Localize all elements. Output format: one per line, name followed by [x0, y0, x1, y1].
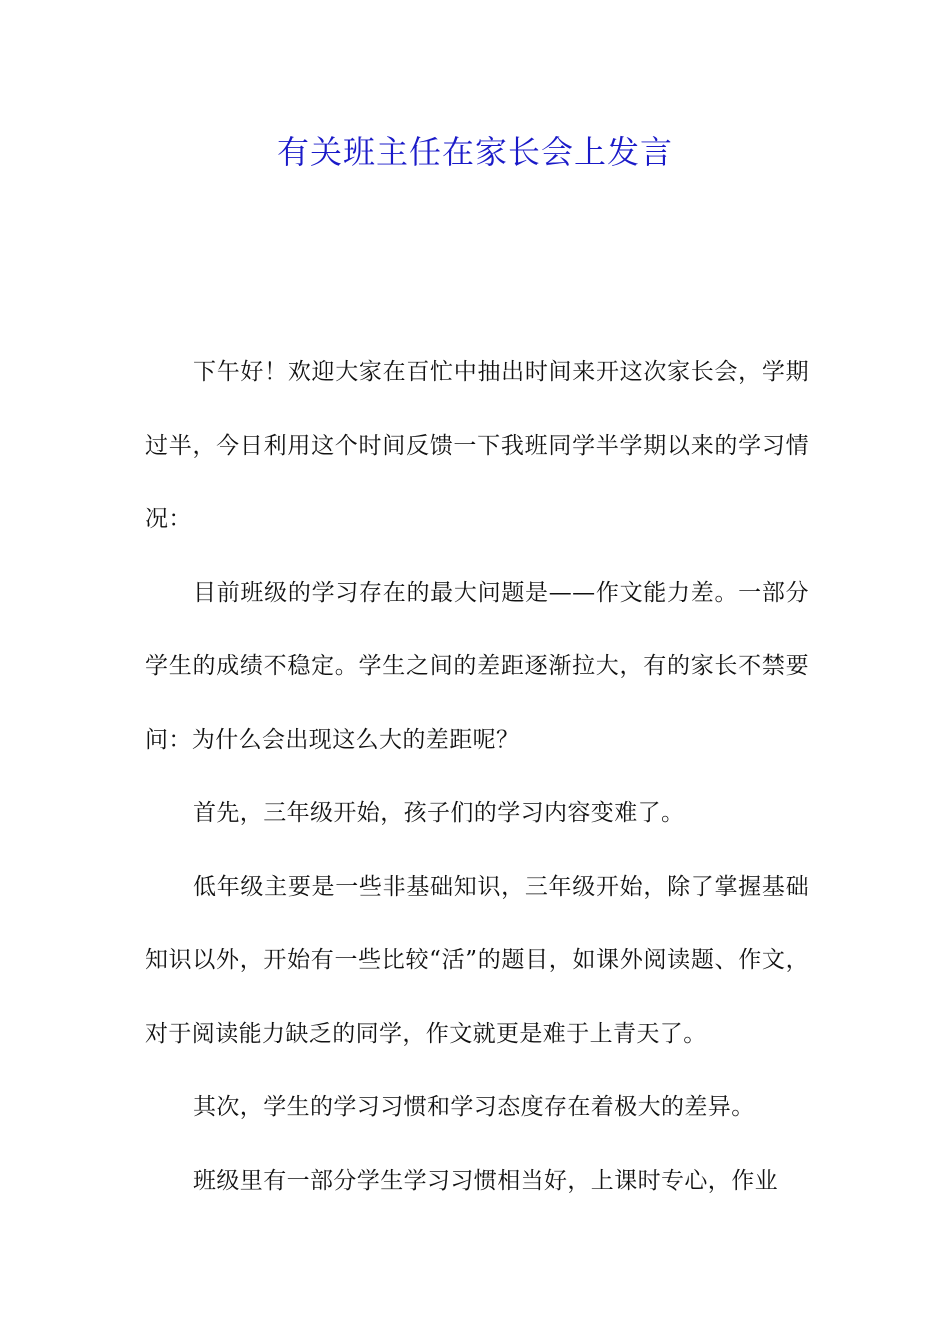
- document-body: [145, 336, 809, 1218]
- paragraph-second-reason: 其次，学生的学习习惯和学习态度存在着极大的差异。: [193, 1094, 755, 1120]
- document-title: 有关班主任在家长会上发言: [276, 133, 673, 171]
- paragraph-study-habits: 班级里有一部分学生学习习惯相当好，上课时专心，作业: [193, 1167, 778, 1194]
- paragraph-main-problem: 目前班级的学习存在的最大问题是——作文能力差。一部分学生的成绩不稳定。学生之间的差距逐渐拉大，有的家长不禁要问：为什么会出现这么大的差距呢？: [145, 579, 809, 753]
- paragraph-content-difficulty: 低年级主要是一些非基础知识，三年级开始，除了掌握基础知识以外，开始有一些比较“活”的题目，如课外阅读题、作文，对于阅读能力缺乏的同学，作文就更是难于上青天了。: [145, 873, 809, 1047]
- paragraph-greeting: 下午好！欢迎大家在百忙中抽出时间来开这次家长会，学期过半，今日利用这个时间反馈一下我班同学半学期以来的学习情况：: [145, 359, 809, 532]
- paragraph-first-reason: 首先，三年级开始，孩子们的学习内容变难了。: [193, 800, 685, 826]
